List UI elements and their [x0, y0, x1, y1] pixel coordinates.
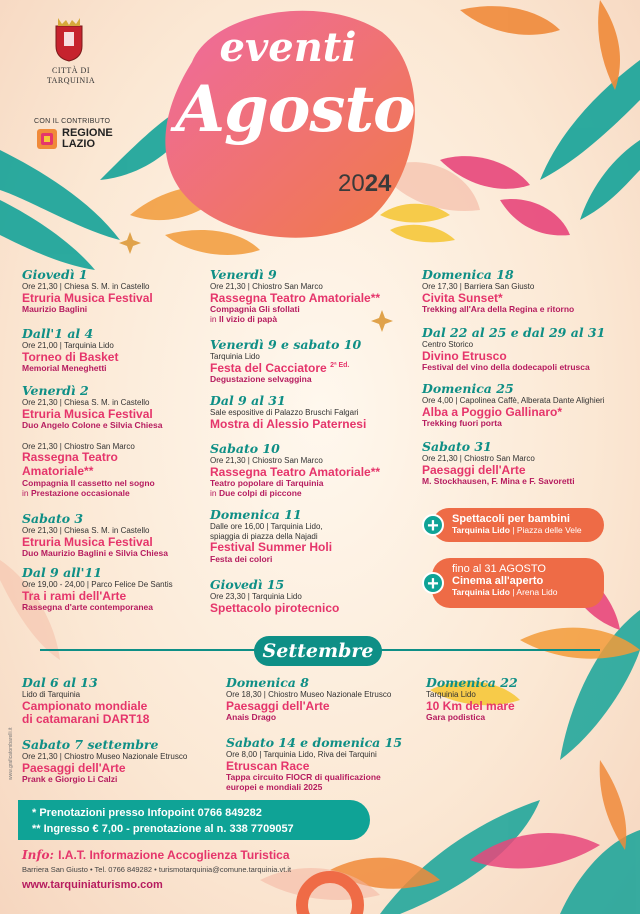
website-link[interactable]: www.tarquiniaturismo.com: [22, 879, 163, 891]
event-col1-4: [22, 442, 155, 498]
event-col3-1: [422, 268, 574, 315]
event-name: 10 Km del mare: [426, 698, 515, 713]
event-sub: Tappa circuito FIOCR di qualificazione: [226, 772, 381, 783]
cinema-banner: [432, 558, 604, 608]
event-meta: Ore 21,00 | Tarquinia Lido: [22, 341, 114, 351]
booking-infopoint: * Prenotazioni presso Infopoint 0766 849282: [32, 807, 262, 819]
event-col3-3: [422, 382, 605, 429]
event-col3-4: [422, 440, 575, 487]
event-name: Paesaggi dell'Arte: [226, 698, 330, 713]
event-meta: Ore 21,30 | Chiesa S. M. in Castello: [22, 282, 150, 292]
year-part-a: 20: [338, 170, 365, 197]
info-block: [22, 848, 291, 891]
event-sub-in: in: [210, 488, 219, 499]
event-date: Giovedì 15: [210, 577, 285, 592]
cinema-until: fino al 31 AGOSTO: [452, 563, 546, 575]
event-name: Civita Sunset*: [422, 290, 503, 305]
event-date: Sabato 7 settembre: [22, 737, 159, 752]
event-sub-title: Prestazione occasionale: [30, 487, 130, 498]
event-meta: Ore 4,00 | Capolinea Caffè, Alberata Dante Alighieri: [422, 396, 605, 406]
event-date: Dal 6 al 13: [22, 675, 98, 690]
event-meta: Sale espositive di Palazzo Bruschi Falgari: [210, 408, 359, 418]
event-sept-2: [22, 738, 187, 785]
cinema-place-a: Tarquinia Lido: [452, 587, 510, 597]
event-sub: Compagnia Gli sfollati: [210, 304, 300, 315]
event-col2-1: [210, 268, 380, 325]
kids-shows-place: [452, 525, 604, 535]
event-date: Domenica 11: [210, 507, 302, 522]
event-sub: M. Stockhausen, F. Mina e F. Savoretti: [422, 476, 575, 487]
event-name-cont: Amatoriale**: [22, 463, 94, 478]
event-meta: Ore 8,00 | Tarquinia Lido, Riva dei Tarquini: [226, 750, 377, 760]
event-sub: Gara podistica: [426, 712, 486, 723]
event-meta: Tarquinia Lido: [210, 352, 260, 362]
event-meta: Centro Storico: [422, 340, 474, 350]
event-meta: Ore 19,00 - 24,00 | Parco Felice De Santis: [22, 580, 173, 590]
event-sub: Festa dei colori: [210, 553, 273, 564]
region-line-2: LAZIO: [62, 138, 95, 150]
event-meta: Lido di Tarquinia: [22, 690, 81, 700]
year-part-b: 24: [364, 170, 392, 197]
event-meta: Dalle ore 16,00 | Tarquinia Lido,: [210, 522, 323, 532]
event-meta: Ore 21,30 | Chiesa S. M. in Castello: [22, 526, 150, 536]
event-sub-title: Due colpi di piccone: [218, 488, 302, 499]
event-sub-in: in: [22, 487, 31, 498]
event-name: Paesaggi dell'Arte: [22, 760, 126, 775]
event-col1-5: [22, 512, 168, 559]
event-sub: Prank e Giorgio Li Calzi: [22, 774, 118, 785]
event-sub: Maurizio Baglini: [22, 304, 88, 315]
city-name: CITTÀ DI TARQUINIA: [46, 66, 96, 85]
event-col1-6: [22, 566, 173, 613]
event-name: Etruria Musica Festival: [22, 534, 153, 549]
event-sub: Festival del vino della dodecapoli etrusca: [422, 362, 590, 373]
event-date: Giovedì 1: [22, 267, 88, 282]
event-date: Dall'1 al 4: [22, 326, 94, 341]
cinema-place-b: | Arena Lido: [509, 587, 558, 597]
event-date: Domenica 8: [226, 675, 309, 690]
event-name: Festa del Cacciatore: [210, 360, 327, 375]
event-sub-title: Il vizio di papà: [218, 314, 278, 325]
event-meta: Ore 21,30 | Chiostro San Marco: [422, 454, 535, 464]
kids-shows-title: Spettacoli per bambini: [452, 513, 570, 525]
event-col2-5: [210, 508, 332, 564]
event-name: Divino Etrusco: [422, 348, 507, 363]
event-meta: Tarquinia Lido: [426, 690, 476, 700]
event-name: Rassegna Teatro Amatoriale**: [210, 464, 381, 479]
title-eventi: eventi: [219, 24, 357, 71]
event-date: Sabato 31: [422, 439, 492, 454]
event-sub: Duo Maurizio Baglini e Silvia Chiesa: [22, 548, 168, 559]
event-sub: Compagnia Il cassetto nel sogno: [22, 477, 155, 488]
event-name: Festival Summer Holi: [210, 539, 333, 554]
event-name: Torneo di Basket: [22, 349, 119, 364]
region-name: [62, 128, 113, 150]
cinema-place: [452, 587, 604, 597]
title-agosto: Agosto: [175, 72, 415, 147]
info-label: Info:: [22, 848, 54, 862]
event-meta: Ore 18,30 | Chiostro Museo Nazionale Etrusco: [226, 690, 392, 700]
event-sub: Trekking all'Ara della Regina e ritorno: [422, 304, 575, 315]
event-date: Dal 22 al 25 e dal 29 al 31: [422, 325, 606, 340]
booking-ingresso: ** Ingresso € 7,00 - prenotazione al n. 338 7709057: [32, 823, 294, 835]
event-sub: Rassegna d'arte contemporanea: [22, 602, 153, 613]
event-col2-3: [210, 394, 366, 431]
event-meta: Ore 21,30 | Chiostro San Marco: [22, 442, 135, 451]
event-sept-3: [226, 676, 391, 723]
kids-shows-banner: [432, 508, 604, 542]
event-sub: Memorial Meneghetti: [22, 363, 107, 374]
contribution-label: CON IL CONTRIBUTO: [34, 118, 111, 125]
event-name: Etruria Musica Festival: [22, 406, 153, 421]
event-name: Rassegna Teatro Amatoriale**: [210, 290, 381, 305]
event-sub: Duo Angelo Colone e Silvia Chiesa: [22, 420, 163, 431]
event-sub-2: [22, 489, 155, 499]
event-edition: 2ª Ed.: [330, 361, 350, 369]
event-date: Domenica 25: [422, 381, 514, 396]
event-col1-2: [22, 327, 118, 374]
event-sub: Degustazione selvaggina: [210, 374, 312, 385]
regione-lazio-logo-icon: [36, 128, 58, 150]
event-name-row: [210, 362, 361, 376]
event-date: Venerdì 9: [210, 267, 277, 282]
event-meta: Ore 23,30 | Tarquinia Lido: [210, 592, 302, 602]
event-meta: Ore 21,30 | Chiostro San Marco: [210, 456, 323, 466]
plus-icon: +: [422, 572, 444, 594]
event-col2-6: [210, 578, 339, 615]
title-year: [338, 170, 391, 198]
event-name: Alba a Poggio Gallinaro*: [422, 404, 563, 419]
event-sub: Teatro popolare di Tarquinia: [210, 478, 324, 489]
event-date: Sabato 3: [22, 511, 84, 526]
tarquinia-crest-icon: [52, 18, 86, 62]
event-date: Sabato 14 e domenica 15: [226, 735, 403, 750]
event-meta: Ore 17,30 | Barriera San Giusto: [422, 282, 535, 292]
event-name: Tra i rami dell'Arte: [22, 588, 127, 603]
info-heading: [22, 848, 291, 862]
info-contacts: Barriera San Giusto • Tel. 0766 849282 • turismotarquinia@comune.tarquinia.vt.it: [22, 865, 292, 874]
info-office: I.A.T. Informazione Accoglienza Turistica: [58, 848, 290, 862]
event-col3-2: [422, 326, 605, 373]
event-date: Dal 9 all'11: [22, 565, 102, 580]
kids-shows-place-b: | Piazza delle Vele: [509, 525, 582, 535]
event-sept-4: [226, 736, 402, 793]
event-sept-1: [22, 676, 149, 727]
designer-credit: www.graficatombarelli.it: [8, 727, 14, 780]
event-sub-2: [210, 315, 380, 325]
event-meta: Ore 21,30 | Chiostro San Marco: [210, 282, 323, 292]
event-name: Paesaggi dell'Arte: [422, 462, 526, 477]
event-date: Sabato 10: [210, 441, 280, 456]
event-date: Domenica 22: [426, 675, 518, 690]
event-sub-2: [210, 489, 380, 499]
event-sub-2: europei e mondiali 2025: [226, 782, 323, 793]
event-col2-4: [210, 442, 380, 499]
event-name: Rassegna Teatro: [22, 450, 118, 465]
event-sub: Anais Drago: [226, 712, 277, 723]
event-name-cont: di catamarani DART18: [22, 712, 150, 727]
event-col1-3: [22, 384, 162, 431]
event-sept-5: [426, 676, 518, 723]
cinema-title: Cinema all'aperto: [452, 575, 544, 587]
event-date: Domenica 18: [422, 267, 514, 282]
section-title-settembre: Settembre: [254, 636, 382, 666]
event-name: Etruria Musica Festival: [22, 290, 153, 305]
event-name: Campionato mondiale: [22, 698, 148, 713]
event-name: Spettacolo pirotecnico: [210, 600, 340, 615]
booking-banner: [18, 800, 370, 840]
event-meta: Ore 21,30 | Chiostro Museo Nazionale Etrusco: [22, 752, 188, 762]
event-col1-1: [22, 268, 153, 315]
event-name: Etruscan Race: [226, 758, 310, 773]
region-line-1: REGIONE: [62, 127, 113, 139]
event-date: Dal 9 al 31: [210, 393, 286, 408]
event-sub-in: in: [210, 314, 219, 325]
event-meta-2: spiaggia di piazza della Najadi: [210, 531, 318, 541]
event-name: Mostra di Alessio Paternesi: [210, 416, 367, 431]
event-date: Venerdì 9 e sabato 10: [210, 337, 362, 352]
event-sub: Trekking fuori porta: [422, 418, 502, 429]
event-col2-2: [210, 338, 361, 385]
kids-shows-place-a: Tarquinia Lido: [452, 525, 510, 535]
event-date: Venerdì 2: [22, 383, 89, 398]
event-meta: Ore 21,30 | Chiesa S. M. in Castello: [22, 398, 150, 408]
plus-icon: +: [422, 514, 444, 536]
